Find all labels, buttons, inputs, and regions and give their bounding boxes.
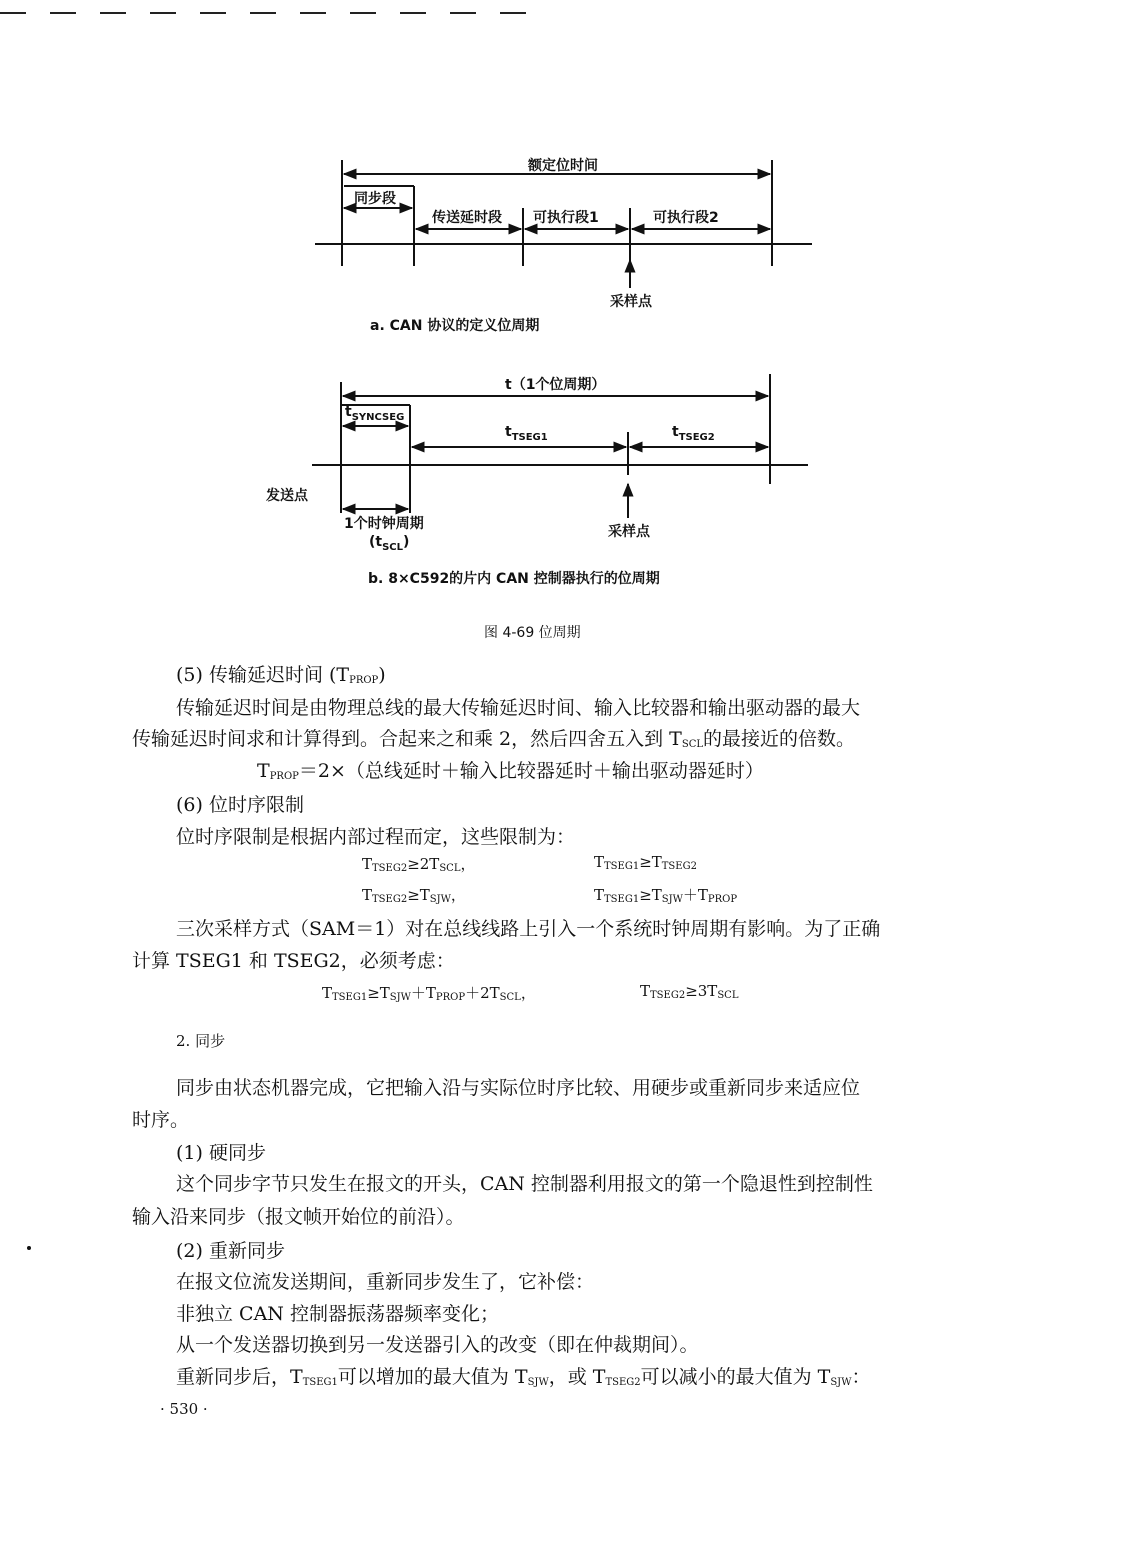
diagram-b-caption: b. 8×C592的片内 CAN 控制器执行的位周期 (368, 571, 660, 587)
diagram-a-caption: a. CAN 协议的定义位周期 (370, 318, 540, 334)
sec5-p1-line2: 传输延迟时间求和计算得到。合起来之和乘 2，然后四舍五入到 $T_{SCL}$的最接近的倍数。 (132, 728, 856, 750)
sec6-intro: 位时序限制是根据内部过程而定，这些限制为： (176, 826, 576, 848)
diagram-a-seg1-label: 同步段 (354, 191, 396, 207)
diagram-b-tseg2-label: $t_{TSEG2}$ (672, 424, 715, 443)
diagram-a-seg4-label: 可执行段2 (653, 210, 719, 226)
resync-line3: 从一个发送器切换到另一发送器引入的改变（即在仲裁期间）。 (176, 1334, 699, 1356)
resync-line1: 在报文位流发送期间，重新同步发生了，它补偿： (176, 1271, 595, 1293)
sec5-formula: $T_{PROP}=2\times$（总线延时＋输入比较器延时＋输出驱动器延时） (257, 760, 764, 782)
diagram-a-top-label: 额定位时间 (528, 158, 598, 174)
margin-dot (27, 1246, 31, 1250)
bit-timing-diagrams (0, 0, 1122, 640)
diagram-a-seg2-label: 传送延时段 (432, 210, 502, 226)
diagram-a-labels (354, 157, 719, 334)
diagram-b-tseg1-label: $t_{TSEG1}$ (505, 424, 548, 443)
diagram-a-seg3-label: 可执行段1 (533, 210, 599, 226)
diagram-b-sync-label: $t_{SYNCSEG}$ (345, 404, 405, 423)
sec6-p2-line2: 计算 TSEG1 和 TSEG2，必须考虑： (132, 950, 455, 972)
formula-tseg2: $T_{TSEG2}\ge 3T_{SCL}$ (640, 982, 739, 1001)
sec5-p1-line1: 传输延迟时间是由物理总线的最大传输延迟时间、输入比较器和输出驱动器的最大 (176, 697, 861, 719)
sec5-heading: (5) 传输延迟时间 $(T_{PROP})$ (176, 664, 386, 686)
sec6-heading: (6) 位时序限制 (176, 794, 304, 816)
diagram-b-send-point: 发送点 (266, 488, 308, 504)
constraint-1: $T_{TSEG2}\ge 2T_{SCL}$， (362, 855, 476, 874)
formula-tseg1: $T_{TSEG1}\ge T_{SJW}+T_{PROP}+2T_{SCL}$， (322, 984, 536, 1003)
diagram-b-clock-label: 1个时钟周期 (344, 516, 424, 532)
hard-sync-line1: 这个同步字节只发生在报文的开头，CAN 控制器利用报文的第一个隐退性到控制性 (176, 1173, 873, 1195)
diagram-b-labels (265, 376, 715, 587)
figure-caption: 图 4-69 位周期 (484, 625, 581, 641)
resync-line2: 非独立 CAN 控制器振荡器频率变化； (176, 1303, 499, 1325)
diagram-b-sample-label: 采样点 (608, 524, 650, 540)
constraint-4: $T_{TSEG1}\ge T_{SJW}+T_{PROP}$ (594, 886, 738, 905)
hard-sync-line2: 输入沿来同步（报文帧开始位的前沿）。 (132, 1206, 465, 1228)
page-number: · 530 · (160, 1400, 208, 1418)
sync-p1-line2: 时序。 (132, 1109, 190, 1131)
constraint-3: $T_{TSEG2}\ge T_{SJW}$， (362, 886, 466, 905)
sync-heading: 2. 同步 (176, 1032, 226, 1050)
diagram-a-sample-label: 采样点 (610, 294, 652, 310)
diagram-b-top-label: t（1个位周期） (505, 377, 606, 393)
resync-line4: 重新同步后，$T_{TSEG1}$可以增加的最大值为 $T_{SJW}$，或 $T_{TSEG2}$可以减小的最大值为 $T_{SJW}$： (176, 1366, 871, 1388)
hard-sync-heading: (1) 硬同步 (176, 1142, 266, 1164)
sec6-p2-line1: 三次采样方式（SAM＝1）对在总线线路上引入一个系统时钟周期有影响。为了正确 (176, 918, 881, 940)
sync-p1-line1: 同步由状态机器完成，它把输入沿与实际位时序比较、用硬步或重新同步来适应位 (176, 1077, 861, 1099)
resync-heading: (2) 重新同步 (176, 1240, 285, 1262)
diagram-b (312, 374, 808, 518)
constraint-2: $T_{TSEG1}\ge T_{TSEG2}$ (594, 853, 697, 872)
diagram-b-clock-sub: $(t_{SCL})$ (369, 534, 410, 553)
